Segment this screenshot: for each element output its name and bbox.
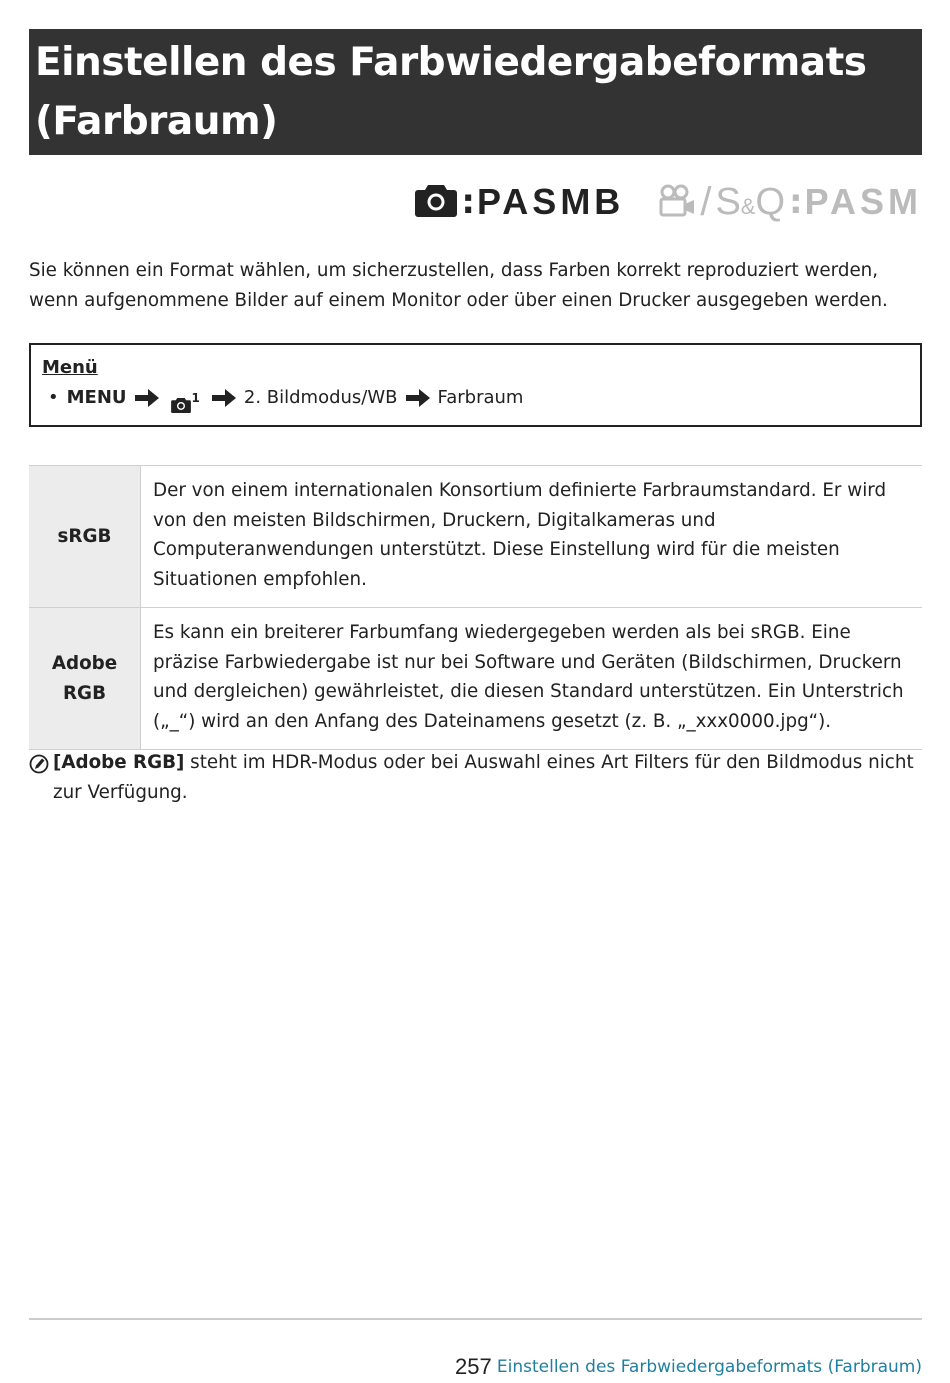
shooting-modes — [415, 180, 922, 224]
page-number: 257 — [455, 1354, 492, 1379]
table-row — [29, 608, 922, 750]
note-text — [53, 748, 922, 808]
page-title-line-1: Einstellen des Farbwiedergabeformats — [35, 40, 867, 85]
video-slash: / — [700, 179, 712, 224]
sq-mode-label — [715, 181, 785, 224]
page-title — [35, 33, 916, 151]
photo-modes — [415, 181, 624, 223]
arrow-right-icon — [135, 389, 159, 407]
arrow-right-icon — [406, 389, 430, 407]
shooting-menu-tab-number: 1 — [191, 391, 200, 405]
option-key-adobe: Adobe RGB — [51, 653, 118, 704]
note-body: steht im HDR-Modus oder bei Auswahl eines Art Filters für den Bildmodus nicht zur Verfügung. — [53, 752, 914, 803]
camera-icon — [415, 183, 457, 221]
video-modes — [658, 180, 922, 225]
footer-divider — [29, 1318, 922, 1320]
note — [29, 748, 922, 808]
photo-mode-separator: : — [461, 182, 475, 222]
option-description: Es kann ein breiterer Farbumfang wiedergegeben werden als bei sRGB. Eine präzise Farbwiedergabe ist nur bei Software und Geräten (Bildschirmen, Druckern und dergleichen) gewährleistet, die diesen Standard unterstützen. Ein Unterstrich („_“) wird an den Anfang des Dateinamens gesetzt (z. B. „_xxx0000.jpg“). — [141, 608, 923, 750]
menu-heading: Menü — [42, 357, 98, 378]
options-table — [29, 465, 922, 750]
menu-step-farbraum: Farbraum — [437, 387, 524, 408]
arrow-right-icon — [212, 389, 236, 407]
video-mode-separator: : — [789, 182, 803, 222]
sq-ampersand: & — [740, 193, 756, 219]
photo-mode-letters: PASMB — [476, 181, 625, 222]
intro-paragraph: Sie können ein Format wählen, um sicherzustellen, dass Farben korrekt reproduziert werden, wenn aufgenommene Bilder auf einem Monitor oder über einen Drucker ausgegeben werden. — [29, 260, 888, 311]
menu-root: MENU — [66, 387, 127, 408]
menu-bullet: • — [48, 387, 59, 408]
menu-path — [42, 383, 909, 413]
option-description: Der von einem internationalen Konsortium definierte Farbraumstandard. Er wird von den meisten Bildschirmen, Druckern, Digitalkameras und Computeranwendungen unterstützt. Diese Einstellung wird für die meisten Situationen empfohlen. — [141, 466, 923, 608]
option-key: sRGB — [29, 466, 141, 608]
sq-q: Q — [755, 180, 786, 223]
page-title-line-2: (Farbraum) — [35, 99, 278, 144]
option-key — [29, 608, 141, 750]
movie-camera-icon — [658, 183, 696, 221]
menu-box — [29, 343, 922, 427]
shooting-menu-1-icon — [171, 383, 200, 413]
table-row — [29, 466, 922, 608]
sq-s: S — [715, 180, 741, 223]
footer-section-link[interactable]: Einstellen des Farbwiedergabeformats (Farbraum) — [496, 1357, 922, 1377]
page-title-bar — [29, 29, 922, 155]
note-strong: [Adobe RGB] — [53, 752, 185, 773]
note-pencil-icon — [29, 748, 53, 808]
menu-step-bildmodus: 2. Bildmodus/WB — [243, 387, 398, 408]
video-mode-letters: PASM — [804, 181, 922, 222]
